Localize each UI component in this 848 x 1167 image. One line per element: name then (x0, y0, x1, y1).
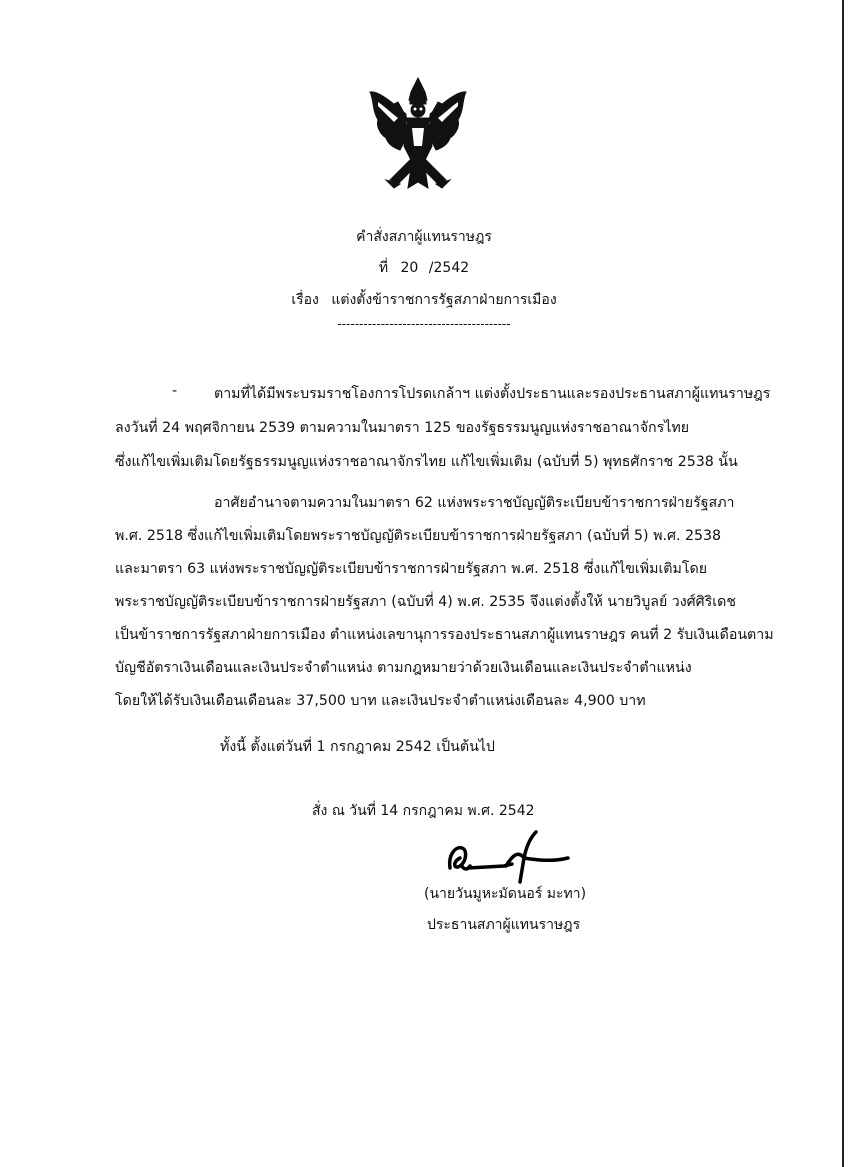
body-line: ซึ่งแก้ไขเพิ่มเติมโดยรัฐธรรมนูญแห่งราชอาณาจักรไทย แก้ไขเพิ่มเติม (ฉบับที่ 5) พุทธศักราช 2538 นั้น (115, 454, 738, 470)
body-line: โดยให้ได้รับเงินเดือนเดือนละ 37,500 บาท และเงินประจำตำแหน่งเดือนละ 4,900 บาท (115, 693, 646, 709)
body-line: อาศัยอำนาจตามความในมาตรา 62 แห่งพระราชบัญญัติระเบียบข้าราชการฝ่ายรัฐสภา (214, 495, 735, 511)
signature (440, 828, 590, 884)
body-line: ลงวันที่ 24 พฤศจิกายน 2539 ตามความในมาตรา 125 ของรัฐธรรมนูญแห่งราชอาณาจักรไทย (115, 420, 690, 436)
body-line: เป็นข้าราชการรัฐสภาฝ่ายการเมือง ตำแหน่งเลขานุการรองประธานสภาผู้แทนราษฎร คนที่ 2 รับเงินเดือนตาม (115, 627, 774, 643)
body-line: พระราชบัญญัติระเบียบข้าราชการฝ่ายรัฐสภา (ฉบับที่ 4) พ.ศ. 2535 จึงแต่งตั้งให้ นายวิบูลย์ วงศ์ศิริเดช (115, 594, 736, 610)
title-separator: ---------------------------------------- (337, 317, 511, 331)
subject-label: เรื่อง (291, 292, 319, 308)
signer-name: (นายวันมูหะมัดนอร์ มะทา) (424, 886, 587, 902)
signer-position: ประธานสภาผู้แทนราษฎร (427, 917, 581, 933)
body-line: ตามที่ได้มีพระบรมราชโองการโปรดเกล้าฯ แต่งตั้งประธานและรองประธานสภาผู้แทนราษฎร (214, 386, 771, 402)
document-title: คำสั่งสภาผู้แทนราษฎร (356, 229, 492, 245)
number-label: ที่ (378, 260, 389, 276)
scan-edge (842, 0, 844, 1167)
body-line: พ.ศ. 2518 ซึ่งแก้ไขเพิ่มเติมโดยพระราชบัญญัติระเบียบข้าราชการฝ่ายรัฐสภา (ฉบับที่ 5) พ.ศ. 2538 (115, 528, 722, 544)
subject-text: แต่งตั้งข้าราชการรัฐสภาฝ่ายการเมือง (331, 292, 557, 308)
document-number (0, 257, 848, 279)
document-subject (0, 289, 848, 311)
order-date: สั่ง ณ วันที่ 14 กรกฎาคม พ.ศ. 2542 (312, 803, 535, 819)
body-line: และมาตรา 63 แห่งพระราชบัญญัติระเบียบข้าราชการฝ่ายรัฐสภา พ.ศ. 2518 ซึ่งแก้ไขเพิ่มเติมโดย (115, 561, 708, 577)
garuda-emblem (364, 76, 472, 196)
lead-mark: - (172, 383, 178, 399)
body-line: บัญชีอัตราเงินเดือนและเงินประจำตำแหน่ง ตามกฎหมายว่าด้วยเงินเดือนและเงินประจำตำแหน่ง (115, 660, 692, 676)
effective-date-line: ทั้งนี้ ตั้งแต่วันที่ 1 กรกฎาคม 2542 เป็นต้นไป (220, 739, 495, 755)
number-value: 20 (400, 260, 419, 276)
number-year: /2542 (428, 260, 470, 276)
